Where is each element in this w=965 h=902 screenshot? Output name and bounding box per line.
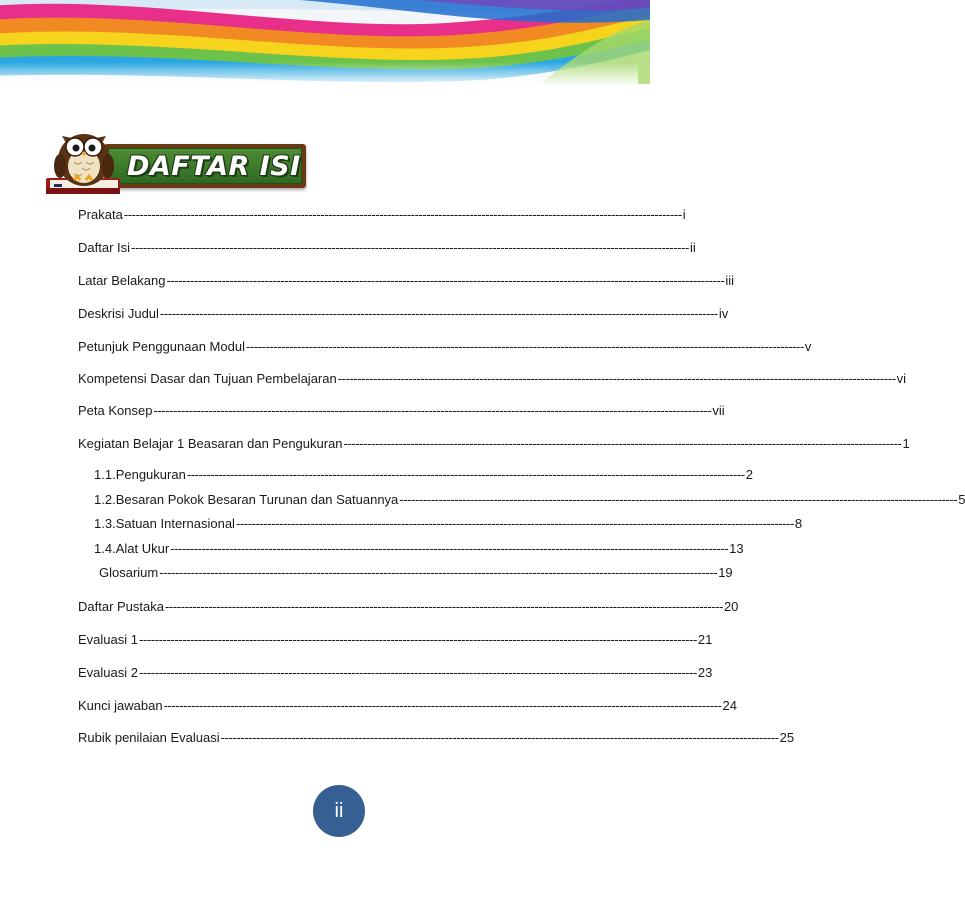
toc-entry-evaluasi-1[interactable]: Evaluasi 1 ---------------------------------------------------------------------------------------------------------------------------------------------- 21 (78, 632, 713, 647)
dot-leader: ---------------------------------------------------------------------------------------------------------------------------------------------- (170, 541, 729, 556)
toc-subentry-alat-ukur[interactable]: 1.4. Alat Ukur ---------------------------------------------------------------------------------------------------------------------------------------------- 13 (94, 541, 744, 556)
dot-leader: ---------------------------------------------------------------------------------------------------------------------------------------------- (165, 599, 723, 614)
dot-leader: ---------------------------------------------------------------------------------------------------------------------------------------------- (245, 339, 804, 354)
page-title: DAFTAR ISI (127, 150, 301, 182)
toc-entry-evaluasi-2[interactable]: Evaluasi 2 ---------------------------------------------------------------------------------------------------------------------------------------------- 23 (78, 665, 713, 680)
title-board (104, 144, 306, 188)
dot-leader: ---------------------------------------------------------------------------------------------------------------------------------------------- (399, 492, 958, 507)
dot-leader: ---------------------------------------------------------------------------------------------------------------------------------------------- (123, 207, 682, 222)
dot-leader: ---------------------------------------------------------------------------------------------------------------------------------------------- (159, 565, 718, 580)
toc-entry-glosarium[interactable]: Glosarium ---------------------------------------------------------------------------------------------------------------------------------------------- 19 (99, 565, 733, 580)
toc-entry-petunjuk[interactable]: Petunjuk Penggunaan Modul ---------------------------------------------------------------------------------------------------------------------------------------------- v (78, 339, 812, 354)
dot-leader: ---------------------------------------------------------------------------------------------------------------------------------------------- (138, 632, 697, 647)
page-number: ii (334, 799, 344, 822)
dot-leader: ---------------------------------------------------------------------------------------------------------------------------------------------- (186, 467, 745, 482)
toc-entry-kunci-jawaban[interactable]: Kunci jawaban ---------------------------------------------------------------------------------------------------------------------------------------------- 24 (78, 698, 737, 713)
toc-entry-kompetensi[interactable]: Kompetensi Dasar dan Tujuan Pembelajaran ---------------------------------------------------------------------------------------------------------------------------------------------- vi (78, 371, 907, 386)
dot-leader: ---------------------------------------------------------------------------------------------------------------------------------------------- (337, 371, 896, 386)
toc-subentry-besaran[interactable]: 1.2. Besaran Pokok Besaran Turunan dan Satuannya ---------------------------------------------------------------------------------------------------------------------------------------------- 5 (94, 492, 965, 507)
dot-leader: ---------------------------------------------------------------------------------------------------------------------------------------------- (138, 665, 697, 680)
toc-entry-daftar-pustaka[interactable]: Daftar Pustaka ---------------------------------------------------------------------------------------------------------------------------------------------- 20 (78, 599, 739, 614)
dot-leader: ---------------------------------------------------------------------------------------------------------------------------------------------- (343, 436, 902, 451)
owl-book-icon (42, 122, 124, 198)
toc-entry-peta-konsep[interactable]: Peta Konsep ---------------------------------------------------------------------------------------------------------------------------------------------- vii (78, 403, 725, 418)
toc-entry-rubik-penilaian[interactable]: Rubik penilaian Evaluasi ---------------------------------------------------------------------------------------------------------------------------------------------- 25 (78, 730, 795, 745)
toc-subentry-satuan[interactable]: 1.3. Satuan Internasional ---------------------------------------------------------------------------------------------------------------------------------------------- 8 (94, 516, 803, 531)
toc-heading (42, 122, 301, 198)
dot-leader: ---------------------------------------------------------------------------------------------------------------------------------------------- (131, 240, 689, 255)
toc-entry-prakata[interactable]: Prakata ---------------------------------------------------------------------------------------------------------------------------------------------- i (78, 207, 686, 222)
toc-entry-latar-belakang[interactable]: Latar Belakang ---------------------------------------------------------------------------------------------------------------------------------------------- iii (78, 273, 735, 288)
dot-leader: ---------------------------------------------------------------------------------------------------------------------------------------------- (163, 698, 722, 713)
toc-entry-daftar-isi[interactable]: Daftar Isi ---------------------------------------------------------------------------------------------------------------------------------------------- ii (78, 240, 696, 255)
toc-entry-kegiatan-belajar[interactable]: Kegiatan Belajar 1 Beasaran dan Pengukuran ---------------------------------------------------------------------------------------------------------------------------------------------- 1 (78, 436, 910, 451)
toc-subentry-pengukuran[interactable]: 1.1. Pengukuran ---------------------------------------------------------------------------------------------------------------------------------------------- 2 (94, 467, 753, 482)
toc-entry-deskrisi-judul[interactable]: Deskrisi Judul ---------------------------------------------------------------------------------------------------------------------------------------------- iv (78, 306, 729, 321)
header-banner (0, 0, 638, 84)
dot-leader: ---------------------------------------------------------------------------------------------------------------------------------------------- (220, 730, 779, 745)
page-number-badge (313, 785, 365, 837)
dot-leader: ---------------------------------------------------------------------------------------------------------------------------------------------- (159, 306, 718, 321)
dot-leader: ---------------------------------------------------------------------------------------------------------------------------------------------- (235, 516, 794, 531)
dot-leader: ---------------------------------------------------------------------------------------------------------------------------------------------- (166, 273, 725, 288)
dot-leader: ---------------------------------------------------------------------------------------------------------------------------------------------- (153, 403, 712, 418)
